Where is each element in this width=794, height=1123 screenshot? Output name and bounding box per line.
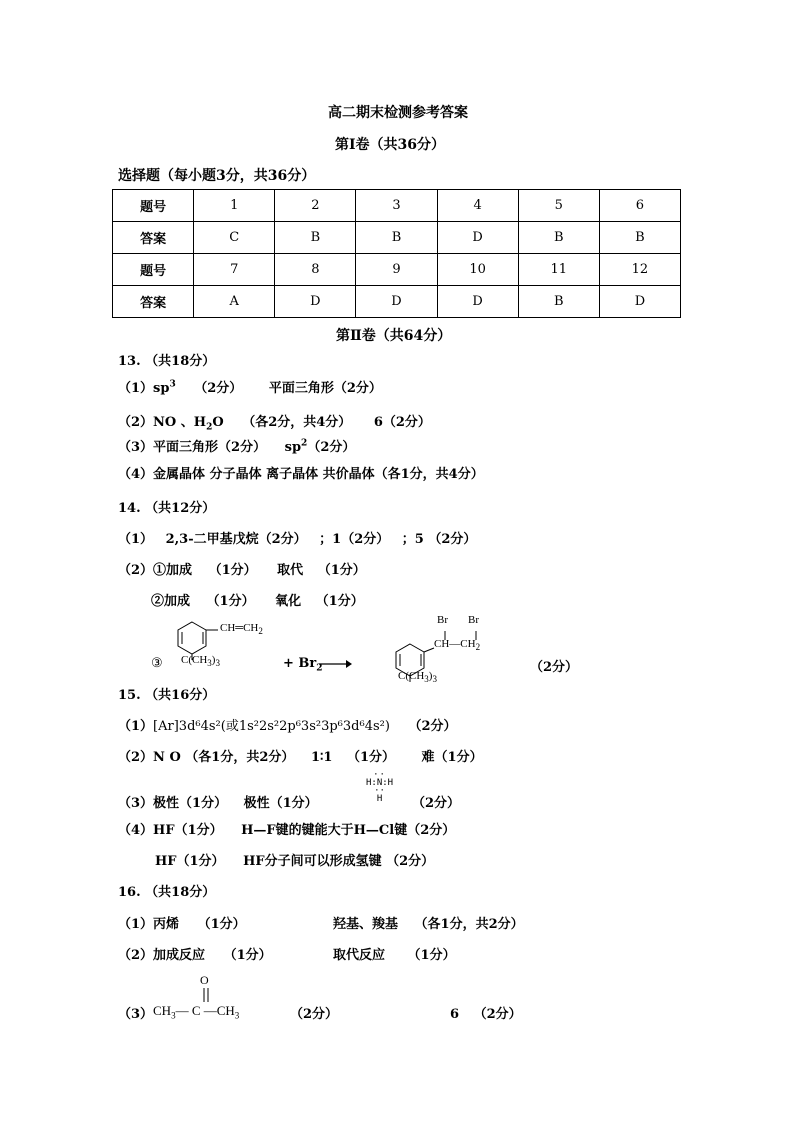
q-num: （2） [118,415,154,430]
answer-text: ②加成 [151,594,191,609]
answer-text: 极性（1分） [153,796,228,811]
subscript: 3 [207,658,212,669]
formula-text: C(CH [181,654,208,666]
score: （1分） [317,563,366,578]
table-cell: B [356,222,437,254]
table-cell: A [194,286,275,318]
q15-line4 [118,819,455,838]
table-cell: 8 [275,254,356,286]
table-cell: 6 [599,190,680,222]
answer-text: ；1（2分） [319,532,390,547]
score: （各1分，共2分） [414,917,524,932]
lone-pair-icon: ·· [373,770,386,780]
answer-text: HF分子间可以形成氢键 （2分） [243,854,435,869]
q13-line3 [118,436,355,455]
subscript: 3 [234,1010,240,1021]
answer-table [112,189,681,318]
subscript: 3 [215,658,220,669]
answer-text: 氧化 [275,594,302,609]
answer-text: 取代 [277,563,304,578]
table-row [113,222,681,254]
part2-title: 第Ⅱ卷（共64分） [336,328,452,344]
score: （1分） [315,594,364,609]
score: （2分） [408,719,457,734]
score: （2分） [412,796,461,811]
acetone-formula [153,1003,239,1021]
answer-text: HF（1分） [155,854,225,869]
formula-text: ) [428,670,433,682]
q-num: （2） [118,563,154,578]
table-cell: 答案 [113,286,194,318]
table-cell: 5 [518,190,599,222]
table-cell: 4 [437,190,518,222]
score: （2分） [473,1007,522,1022]
bromine-label-1: Br [437,614,448,626]
q-num: （1） [118,917,154,932]
score: （1分） [223,948,272,963]
table-cell: B [518,222,599,254]
q-num: （1） [118,719,154,734]
q-num: （1） [118,381,154,396]
table-cell: 3 [356,190,437,222]
score: （1分） [346,750,395,765]
score: （2分） [290,1007,339,1022]
nh3-electron-dot [366,772,393,804]
answer-text: 2,3-二甲基戊烷（2分） [165,532,307,547]
table-cell: 12 [599,254,680,286]
answer-text: 丙烯 [153,917,180,932]
answer-text: 取代反应 [333,948,386,963]
score: （各2分，共4分） [242,415,352,430]
subscript: 3 [171,1010,176,1021]
q15-line2 [118,746,483,765]
answer-text: sp [284,440,302,455]
score: （1分） [206,594,255,609]
q-num: （4） [118,823,154,838]
reaction-number: ③ [151,656,163,671]
q-num: （3） [118,796,154,811]
superscript: 2 [301,438,308,449]
subscript: 2 [258,626,263,637]
table-cell: 7 [194,254,275,286]
reaction-arrow-icon [318,658,352,670]
table-cell: D [275,286,356,318]
table-cell: 10 [437,254,518,286]
q16-heading: 16. （共18分） [118,885,216,900]
double-bond-icon [201,988,211,1004]
q-num: （1） [118,532,154,547]
q-num: （3） [118,440,154,455]
answer-text: 羟基、羧基 [333,917,399,932]
choice-title: 选择题（每小题3分，共36分） [118,168,316,184]
table-row [113,286,681,318]
q13-heading: 13. （共18分） [118,354,216,369]
table-row [113,190,681,222]
q16-line1 [118,913,246,932]
vinyl-group [220,622,263,636]
page-title: 高二期末检测参考答案 [328,105,468,121]
subscript: 3 [432,674,437,685]
answer-text: 平面三角形（2分） [153,440,267,455]
table-cell: D [599,286,680,318]
formula-text: C(CH [398,670,425,682]
score: （2分） [530,660,579,675]
formula-text: — C —CH [175,1003,235,1018]
q14-heading: 14. （共12分） [118,501,216,516]
q14-line2 [118,559,366,578]
q14-line1 [118,528,476,547]
table-cell: 11 [518,254,599,286]
q-num: （2） [118,750,154,765]
formula-text: + Br [283,656,317,671]
score: （1分） [208,563,257,578]
q16-line1-right [333,913,524,932]
q-num: （2） [118,948,154,963]
subscript: 2 [316,663,323,674]
table-cell: D [437,286,518,318]
table-cell: B [518,286,599,318]
subscript: 3 [424,674,429,685]
table-cell: 2 [275,190,356,222]
score: （1分） [197,917,246,932]
answer-text: 平面三角形（2分） [268,381,382,396]
score: （1分） [407,948,456,963]
formula-text: CH—CH [434,638,476,650]
table-cell: D [356,286,437,318]
q16-line2 [118,944,272,963]
table-cell: 9 [356,254,437,286]
subscript: 2 [475,642,481,653]
table-cell: C [194,222,275,254]
table-cell: D [437,222,518,254]
answer-text: [Ar]3d⁶4s²(或1s²2s²2p⁶3s²3p⁶3d⁶4s²) [153,719,390,734]
score: （2分） [194,381,243,396]
q15-line1 [118,715,457,734]
tbutyl-group [181,654,220,668]
q13-line4: （4）金属晶体 分子晶体 离子晶体 共价晶体（各1分，共4分） [118,467,484,482]
q15-line3 [118,792,318,811]
table-cell: B [275,222,356,254]
carbonyl-oxygen: O [200,973,209,987]
q16-line3-right [450,1003,522,1022]
answer-text: N O （各1分，共2分） [153,750,295,765]
bromine-reagent [283,656,323,674]
q-num: （3） [118,1007,154,1022]
answer-text: 极性（1分） [243,796,318,811]
table-cell: 题号 [113,254,194,286]
bromine-label-2: Br [468,614,479,626]
score: （2分） [307,440,356,455]
answer-text: sp [153,381,170,396]
q13-line2 [118,411,431,433]
bond-pair-icon: ·· [374,786,385,796]
table-cell: 1 [194,190,275,222]
q15-line5 [155,850,434,869]
formula-text: CH═CH [220,622,259,634]
formula-text: ) [211,654,216,666]
table-cell: 题号 [113,190,194,222]
table-row [113,254,681,286]
answer-text: NO 、H [153,415,207,430]
subscript: 2 [206,422,213,433]
nh3-top-row: H:N:H [366,778,394,788]
q16-line2-right [333,944,456,963]
answer-text: 加成反应 [153,948,206,963]
product-chain [434,638,480,652]
answer-text: ①加成 [153,563,193,578]
answer-text: 6 [450,1007,460,1022]
answer-text: O [212,415,224,430]
q13-line1 [118,377,382,396]
product-tbutyl-group [398,670,437,684]
q15-heading: 15. （共16分） [118,688,216,703]
answer-text: HF（1分） [153,823,223,838]
answer-text: 1∶1 [310,750,333,765]
answer-text: 难（1分） [421,750,483,765]
table-cell: 答案 [113,222,194,254]
superscript: 3 [169,379,176,390]
q14-line3 [151,590,364,609]
answer-text: H—F键的键能大于H—Cl键（2分） [241,823,456,838]
formula-text: CH [153,1003,172,1018]
table-cell: B [599,222,680,254]
nh3-bottom-row: H [376,794,383,804]
answer-text: ；5 （2分） [401,532,477,547]
answer-text: 6（2分） [373,415,431,430]
part1-title: 第Ⅰ卷（共36分） [335,137,446,153]
